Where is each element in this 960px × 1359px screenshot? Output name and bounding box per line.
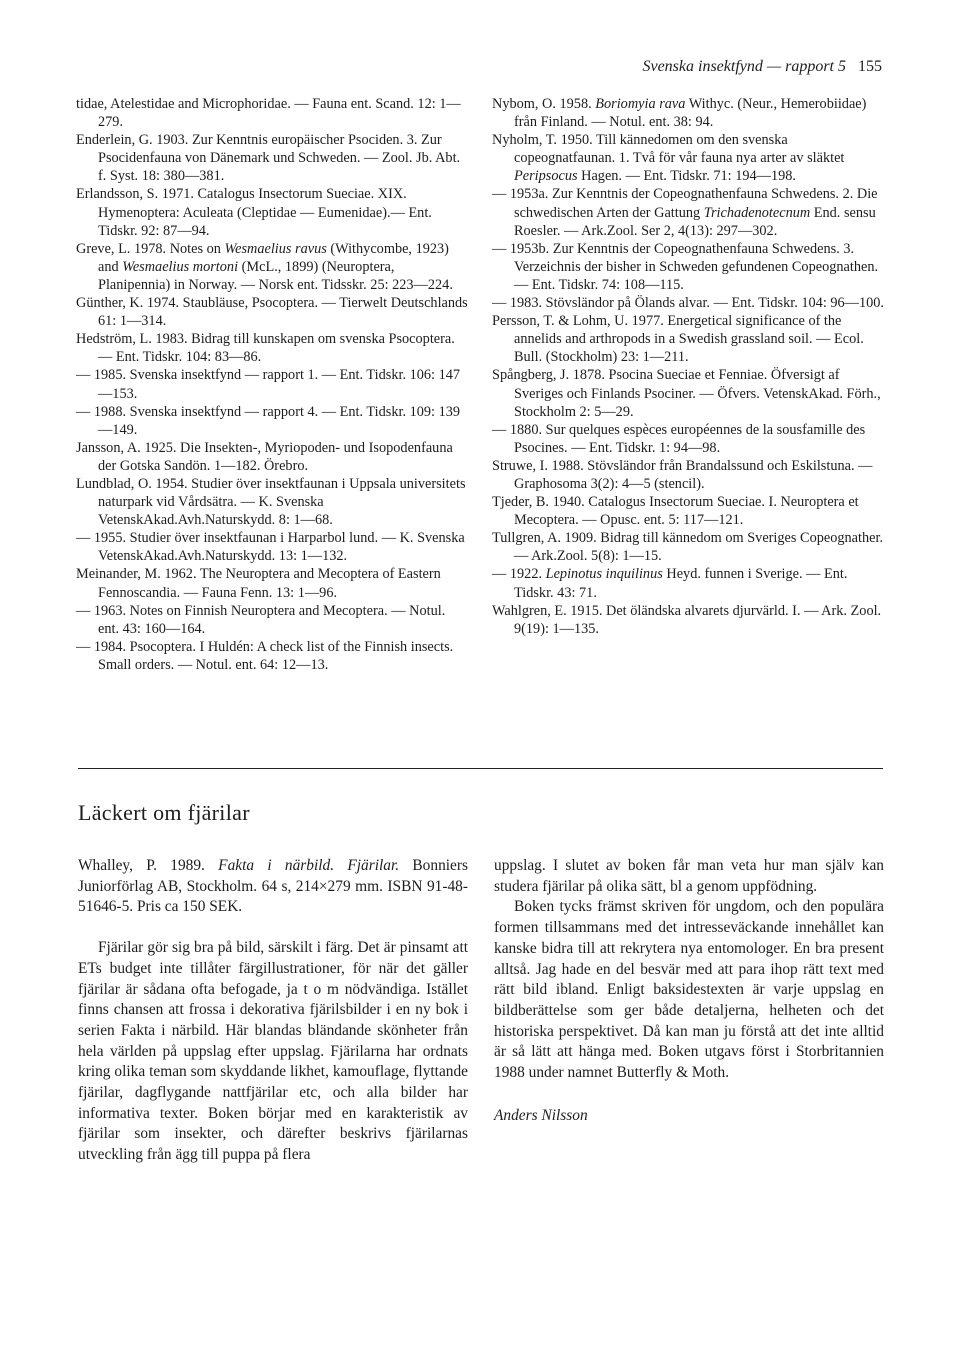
- references-left-column: [76, 95, 468, 674]
- reference-entry: — 1953b. Zur Kenntnis der Copeognathenfauna Schwedens. 3. Verzeichnis der bisher in Schweden gefundenen Copeognathen. — Ent. Tidskr. 74: 108—115.: [492, 240, 879, 293]
- reference-entry: tidae, Atelestidae and Microphoridae. — Fauna ent. Scand. 12: 1—279.: [76, 96, 461, 131]
- reference-entry: Greve, L. 1978. Notes on Wesmaelius ravus (Withycombe, 1923) and Wesmaelius mortoni (McL., 1899) (Neuroptera, Planipennia) in Norway. — Norsk ent. Tidsskr. 25: 223—224.: [76, 240, 453, 293]
- running-head: [560, 58, 882, 76]
- reference-entry: Tjeder, B. 1940. Catalogus Insectorum Sueciae. I. Neuroptera et Mecoptera. — Opusc. ent. 5: 117—121.: [492, 494, 859, 529]
- reference-entry: Jansson, A. 1925. Die Insekten-, Myriopoden- und Isopodenfauna der Gotska Sandön. 1—182. Örebro.: [76, 439, 453, 474]
- reference-entry: Spångberg, J. 1878. Psocina Sueciae et Fenniae. Öfversigt af Sveriges och Finlands Psociner. — Öfvers. VetenskAkad. Förh., Stockholm 2: 5—29.: [492, 367, 881, 420]
- reference-entry: Nybom, O. 1958. Boriomyia rava Withyc. (Neur., Hemerobiidae) från Finland. — Notul. ent. 38: 94.: [492, 96, 867, 131]
- page-number: 155: [858, 58, 882, 75]
- reference-entry: — 1922. Lepinotus inquilinus Heyd. funnen i Sverige. — Ent. Tidskr. 43: 71.: [492, 566, 848, 601]
- review-bibliography: Whalley, P. 1989. Fakta i närbild. Fjärilar. Bonniers Juniorförlag AB, Stockholm. 64 s, 214×279 mm. ISBN 91-48-51646-5. Pris ca 150 SEK.: [78, 857, 468, 916]
- reference-entry: — 1988. Svenska insektfynd — rapport 4. — Ent. Tidskr. 109: 139—149.: [76, 403, 461, 438]
- section-divider: [78, 768, 883, 769]
- reference-entry: Tullgren, A. 1909. Bidrag till kännedom om Sveriges Copeognather. — Ark.Zool. 5(8): 1—15.: [492, 530, 884, 565]
- reference-entry: Meinander, M. 1962. The Neuroptera and Mecoptera of Eastern Fennoscandia. — Fauna Fenn. 13: 1—96.: [76, 566, 441, 601]
- review-paragraph: Boken tycks främst skriven för ungdom, och den populära formen tillsammans med det intresseväckande innehållet kan kanske bidra till att rekrytera nya entomologer. En bra present alltså. Jag hade en del besvär med att para ihop rätt text med rätt bild ibland. Enligt baksidestexten är varje uppslag en bildberättelse som ger både detaljerna, helheten och det historiska perspektivet. Då kan man ju förstå att det inte alltid är så lätt att hänga med. Boken utgavs först i Storbritannien 1988 under namnet Butterfly & Moth.: [494, 898, 884, 1082]
- review-paragraph: Fjärilar gör sig bra på bild, särskilt i färg. Det är pinsamt att ETs budget inte tillåter färgillustrationer, för när det gäller fjärilar är sådana ofta befogade, ja t o m nödvändiga. Istället finns chansen att frossa i dekorativa fjärilsbilder i en ny bok i serien Fakta i närbild. Här blandas bländande skönheter från hela världen på uppslag efter uppslag. Fjärilarna har ordnats kring olika teman som skyddande likhet, kamouflage, flyttande fjärilar, dagflygande nattfjärilar etc, och alla bilder har informativa texter. Boken börjar med en karakteristik av fjärilar som insekter, och därefter beskrivs fjärilarnas utveckling från ägg till puppa på flera: [78, 939, 468, 1164]
- reference-entry: Erlandsson, S. 1971. Catalogus Insectorum Sueciae. XIX. Hymenoptera: Aculeata (Cleptidae — Eumenidae).— Ent. Tidskr. 92: 87—94.: [76, 186, 432, 239]
- reference-entry: — 1963. Notes on Finnish Neuroptera and Mecoptera. — Notul. ent. 43: 160—164.: [76, 602, 446, 637]
- review-left-body: [78, 938, 468, 1166]
- reference-entry: Struwe, I. 1988. Stövsländor från Brandalssund och Eskilstuna. — Graphosoma 3(2): 4—5 (stencil).: [492, 457, 873, 492]
- reference-entry: — 1985. Svenska insektfynd — rapport 1. — Ent. Tidskr. 106: 147—153.: [76, 367, 461, 402]
- reference-entry: — 1953a. Zur Kenntnis der Copeognathenfauna Schwedens. 2. Die schwedischen Arten der Gattung Trichadenotecnum End. sensu Roesler. — Ark.Zool. Ser 2, 4(13): 297—302.: [492, 186, 878, 239]
- review-right-body: [494, 856, 884, 1084]
- review-right-column: [494, 856, 884, 1126]
- reference-entry: Wahlgren, E. 1915. Det öländska alvarets djurvärld. I. — Ark. Zool. 9(19): 1—135.: [492, 602, 882, 637]
- reference-entry: — 1955. Studier över insektfaunan i Harparbol lund. — K. Svenska VetenskAkad.Avh.Naturskydd. 13: 1—132.: [76, 530, 465, 565]
- reference-entry: — 1880. Sur quelques espèces européennes de la sousfamille des Psocines. — Ent. Tidskr. 1: 94—98.: [492, 421, 866, 456]
- reference-entry: Persson, T. & Lohm, U. 1977. Energetical significance of the annelids and arthropods in a Swedish grassland soil. — Ecol. Bull. (Stockholm) 23: 1—211.: [492, 313, 864, 366]
- reference-entry: Enderlein, G. 1903. Zur Kenntnis europäischer Psociden. 3. Zur Psocidenfauna von Dänemark und Schweden. — Zool. Jb. Abt. f. Syst. 18: 380—381.: [76, 132, 461, 185]
- reference-entry: — 1984. Psocoptera. I Huldén: A check list of the Finnish insects. Small orders. — Notul. ent. 64: 12—13.: [76, 638, 454, 673]
- reference-entry: Nyholm, T. 1950. Till kännedomen om den svenska copeognatfaunan. 1. Två för vår fauna nya arter av släktet Peripsocus Hagen. — Ent. Tidskr. 71: 194—198.: [492, 132, 845, 185]
- reference-entry: — 1983. Stövsländor på Ölands alvar. — Ent. Tidskr. 104: 96—100.: [492, 295, 884, 312]
- review-paragraph: uppslag. I slutet av boken får man veta hur man själv kan studera fjärilar på olika sätt, bl a genom uppfödning.: [494, 857, 884, 895]
- reference-entry: Hedström, L. 1983. Bidrag till kunskapen om svenska Psocoptera. — Ent. Tidskr. 104: 83—86.: [76, 331, 455, 366]
- reference-entry: Günther, K. 1974. Staubläuse, Psocoptera. — Tierwelt Deutschlands 61: 1—314.: [76, 295, 468, 330]
- references-right-column: [492, 95, 884, 638]
- reference-entry: Lundblad, O. 1954. Studier över insektfaunan i Uppsala universitets naturpark vid Vårdsätra. — K. Svenska VetenskAkad.Avh.Naturskydd. 8: 1—68.: [76, 475, 466, 529]
- review-signature: Anders Nilsson: [494, 1106, 588, 1124]
- review-left-column: [78, 856, 468, 1166]
- review-title: Läckert om fjärilar: [78, 800, 250, 825]
- running-head-title: Svenska insektfynd — rapport 5: [642, 58, 846, 75]
